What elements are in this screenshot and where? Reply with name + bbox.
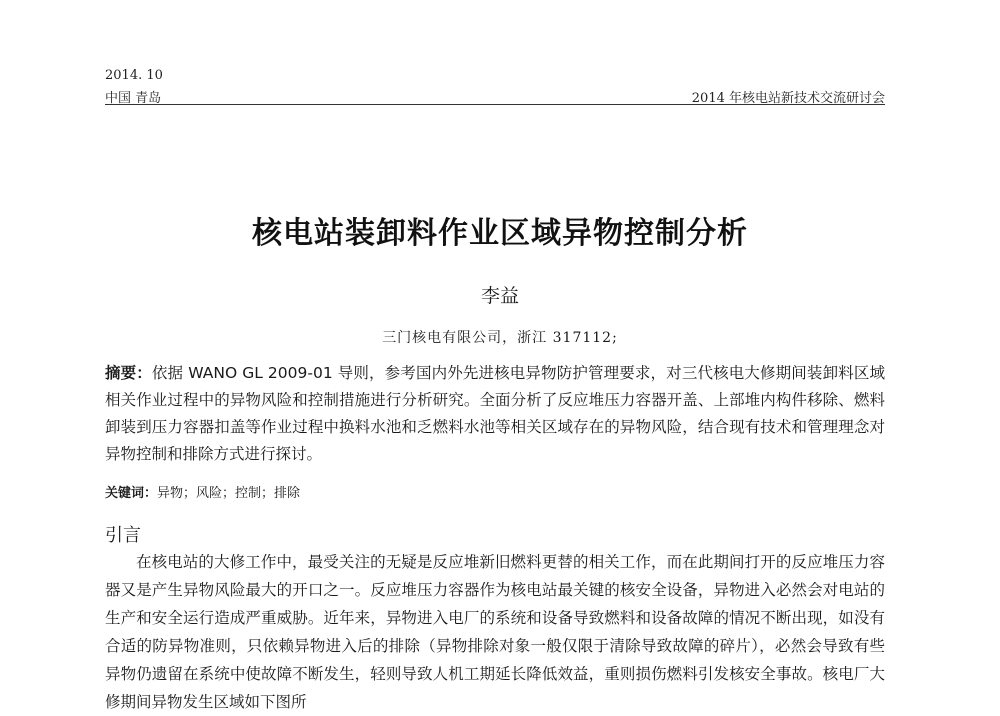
section-heading: 引言: [105, 525, 141, 546]
header-conference: 2014 年核电站新技术交流研讨会: [691, 91, 885, 106]
header-rule: [105, 104, 885, 105]
header-location: 中国 青岛: [105, 91, 162, 106]
paper-author: 李益: [480, 285, 519, 307]
body-paragraph: 在核电站的大修工作中，最受关注的无疑是反应堆新旧燃料更替的相关工作，而在此期间打开的反应堆压力容器又是产生异物风险最大的开口之一。反应堆压力容器作为核电站最关键的核安全设备，异物进入必然会对电站的生产和安全运行造成严重威胁。近年来，异物进入电厂的系统和设备导致燃料和设备故障的情况不断出现，如没有合适的防异物准则，只依赖异物进入后的排除（异物排除对象一般仅限于清除导致故障的碎片），必然会导致有些异物仍遗留在系统中使故障不断发生，轻则导致人机工期延长降低效益，重则损伤燃料引发核安全事故。核电厂大修期间异物发生区域如下图所: [105, 553, 885, 711]
abstract-label: 摘要：: [105, 364, 152, 382]
paper-affiliation: 三门核电有限公司，浙江 317112;: [382, 330, 618, 346]
keywords: [105, 482, 300, 501]
keywords-text: 异物；风险；控制；排除: [157, 486, 301, 501]
paper-title: 核电站装卸料作业区域异物控制分析: [252, 216, 748, 251]
header-date: 2014. 10: [105, 68, 163, 83]
abstract-text: 依据 WANO GL 2009-01 导则，参考国内外先进核电异物防护管理要求，对三代核电大修期间装卸料区域相关作业过程中的异物风险和控制措施进行分析研究。全面分析了反应堆压力容器开盖、上部堆内构件移除、燃料卸装到压力容器扣盖等作业过程中换料水池和乏燃料水池等相关区域存在的异物风险，结合现有技术和管理理念对异物控制和排除方式进行探讨。: [105, 364, 885, 463]
abstract: [105, 360, 885, 468]
keywords-label: 关键词：: [105, 486, 158, 501]
